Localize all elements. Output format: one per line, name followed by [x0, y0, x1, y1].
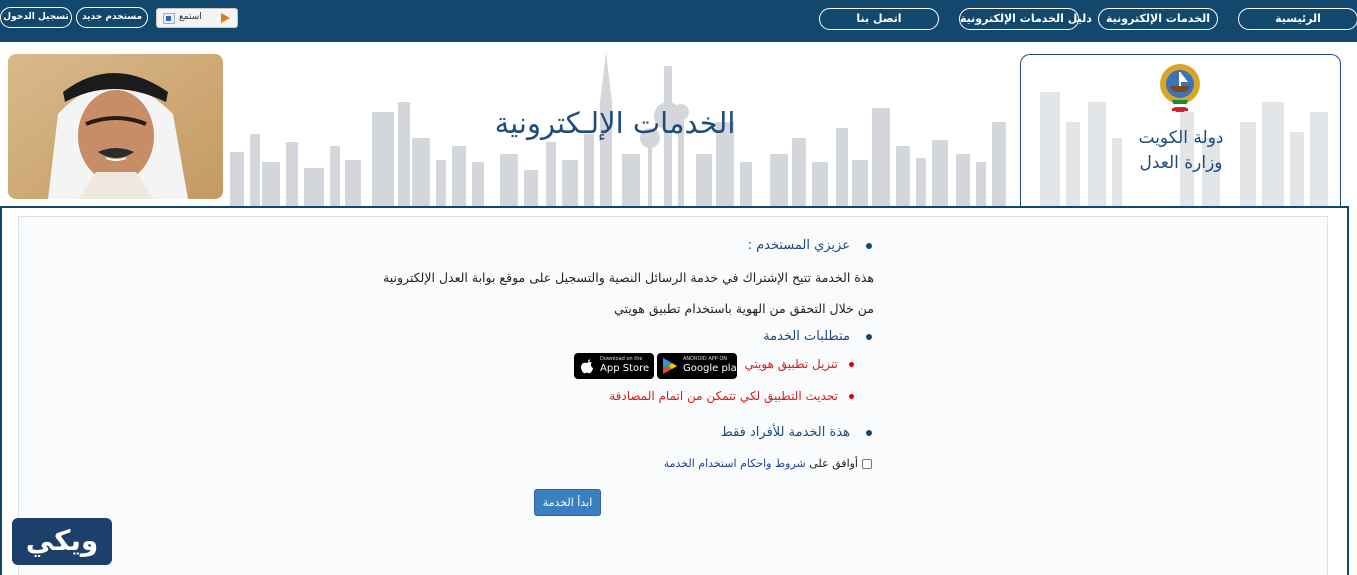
app-store-small-text: Download on the [600, 356, 643, 362]
terms-link[interactable]: شروط واحكام استخدام الخدمة [663, 457, 806, 470]
speaker-icon [163, 13, 175, 24]
requirements-heading: متطلبات الخدمة [763, 329, 850, 344]
agree-prefix: أوافق على [809, 457, 858, 470]
google-play-badge[interactable] [657, 353, 743, 379]
start-service-button[interactable]: ابدأ الخدمة [534, 489, 601, 516]
app-store-label: App Store [600, 363, 650, 374]
page-title: الخدمات الإلـكترونية [494, 106, 736, 140]
google-play-small-text: ANDROID APP ON [683, 356, 728, 362]
country-name: دولة الكويت [1138, 128, 1224, 148]
bullet-icon [866, 430, 872, 436]
new-user-button[interactable]: مستخدم جديد [76, 7, 148, 28]
nav-eservices-button[interactable]: الخدمات الإلكترونية [1098, 8, 1218, 30]
wiki-watermark-logo: ويكي [12, 518, 112, 565]
listen-label: استمع [179, 12, 202, 22]
listen-widget[interactable] [156, 8, 238, 28]
individuals-only-text: هذة الخدمة للأفراد فقط [720, 425, 850, 440]
terms-agree-text [600, 457, 858, 470]
requirement-update-app: تحديث التطبيق لكي تتمكن من اتمام المصادقة [609, 389, 838, 403]
requirement-download-app: تنزيل تطبيق هويتي [744, 357, 838, 371]
apple-icon [580, 358, 594, 374]
bullet-icon [866, 334, 872, 340]
ministry-name: وزارة العدل [1139, 153, 1223, 173]
play-icon[interactable] [217, 11, 233, 25]
greeting-text: عزيزي المستخدم : [747, 238, 850, 253]
kuwait-emblem-icon [1152, 62, 1208, 114]
bullet-icon [866, 243, 872, 249]
nav-home-button[interactable]: الرئيسية [1238, 8, 1357, 30]
nav-contact-button[interactable]: اتصل بنا [819, 8, 939, 30]
nav-services-guide-button[interactable]: دليل الخدمات الإلكترونية [959, 8, 1079, 30]
emir-portrait-image [8, 54, 223, 199]
red-bullet-icon [849, 394, 854, 399]
service-description-line2: من خلال التحقق من الهوية باستخدام تطبيق هويتي [614, 301, 874, 316]
google-play-label: Google play [683, 363, 743, 374]
app-store-badge[interactable] [574, 353, 654, 379]
red-bullet-icon [849, 362, 854, 367]
top-navigation-bar [0, 0, 1357, 42]
login-button[interactable]: تسجيل الدخول [0, 7, 72, 28]
google-play-icon [663, 358, 677, 374]
terms-checkbox[interactable] [862, 459, 872, 469]
service-description-line1: هذة الخدمة تتيح الإشتراك في خدمة الرسائل النصية والتسجيل على موقع بوابة العدل الإلكترونية [383, 270, 874, 285]
